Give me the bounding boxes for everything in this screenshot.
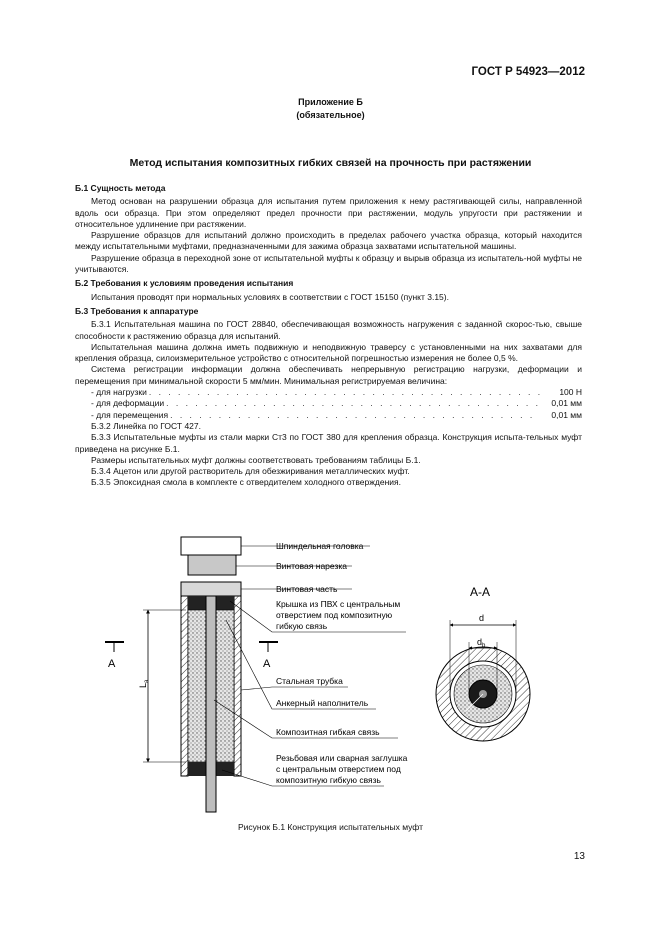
paragraph: Испытательная машина должна иметь подвижную и неподвижную траверсу с установленными на них захватами для крепления образца, силоизмерительное устройство с относительной погрешностью измерения не более 0,5 %.	[75, 341, 582, 364]
paragraph: Разрушение образцов для испытаний должно происходить в пределах рабочего участка образца, который находится между испытательными муфтами, предназначенными для зажима образца захватами испытательной машины.	[75, 230, 582, 252]
cut-label-right: А	[263, 658, 271, 670]
label-pvc-cap-1: Крышка из ПВХ с центральным	[276, 599, 401, 609]
composite-tie-rod	[206, 596, 216, 812]
paragraph: Б.3.1 Испытательная машина по ГОСТ 28840, обеспечивающая возможность нагружения с заданной скорос-тью, свыше способности к растяжению образца для испытаний.	[75, 319, 582, 341]
paragraph: Система регистрации информации должна обеспечивать непрерывную регистрацию нагрузки, деформации и перемещения при минимальной скорости 5 мм/мин. Минимальная регистрируемая величина:	[75, 364, 582, 386]
paragraph: Б.3.2 Линейка по ГОСТ 427.	[91, 420, 201, 431]
appendix-title: Приложение Б	[298, 97, 363, 107]
paragraph: Разрушение образца в переходной зоне от испытательной муфты к образцу и вырыв образца из испытатель-ной муфты не учитываются.	[75, 252, 582, 275]
label-screw-part: Винтовая часть	[276, 584, 338, 594]
dim-db-label: $d_b$	[477, 637, 486, 649]
section-b1-heading: Б.1 Сущность метода	[75, 183, 166, 193]
paragraph: Метод основан на разрушении образца для испытания путем приложения к нему растягивающей силы, направленной вдоль оси образца. При этом определяют предел прочности при растяжении, модуль упругости при растяжении и относительное удлинение при растяжении.	[75, 196, 582, 229]
dim-d-label: d	[479, 613, 485, 623]
steel-tube-wall-right	[234, 596, 241, 776]
standard-number: ГОСТ Р 54923—2012	[471, 66, 585, 78]
list-item: - для деформации . . . 0,01 мм	[75, 398, 582, 409]
paragraph: Б.3.3 Испытательные муфты из стали марки Ст3 по ГОСТ 380 для крепления образца. Конструкция испыта-тельных муфт приведена на рисунке Б.1.	[75, 432, 582, 454]
dimension-la-label: $L_a$	[138, 679, 150, 688]
screw-thread	[188, 555, 236, 575]
paragraph: Б.3.4 Ацетон или другой растворитель для обезжиривания металлических муфт.	[91, 466, 410, 477]
label-anchor-filler: Анкерный наполнитель	[276, 698, 369, 708]
page-number: 13	[573, 851, 585, 862]
appendix-status: (обязательное)	[296, 110, 365, 120]
label-steel-tube: Стальная трубка	[276, 676, 343, 686]
paragraph: Испытания проводят при нормальных условиях в соответствии с ГОСТ 15150 (пункт 3.15).	[91, 291, 449, 302]
label-plug-3: композитную гибкую связь	[276, 775, 381, 785]
label-pvc-cap-2: отверстием под композитную	[276, 610, 393, 620]
section-b2-heading: Б.2 Требования к условиям проведения испытания	[75, 278, 294, 289]
body-text	[75, 180, 582, 489]
label-pvc-cap-3: гибкую связь	[276, 621, 328, 631]
list-item: - для перемещения . . . 0,01 мм	[75, 410, 582, 421]
leader-lines	[214, 546, 406, 786]
section-aa-label: А-А	[470, 585, 491, 599]
paragraph: Б.3.5 Эпоксидная смола в комплекте с отвердителем холодного отверждения.	[91, 477, 401, 488]
label-plug-2: с центральным отверстием под	[276, 764, 401, 774]
section-b3-heading: Б.3 Требования к аппаратуре	[75, 305, 199, 316]
paragraph: Размеры испытательных муфт должны соответствовать требованиям таблицы Б.1.	[91, 454, 421, 465]
label-screw-thread: Винтовая нарезка	[276, 561, 347, 571]
cut-label-left: А	[108, 658, 116, 670]
label-composite-tie: Композитная гибкая связь	[276, 727, 380, 737]
steel-tube-wall-left	[181, 596, 188, 776]
document-title: Метод испытания композитных гибких связей на прочность при растяжении	[129, 157, 532, 169]
label-spindle-head: Шпиндельная головка	[276, 541, 364, 551]
figure-caption: Рисунок Б.1 Конструкция испытательных муфт	[237, 822, 424, 832]
label-plug-1: Резьбовая или сварная заглушка	[276, 753, 408, 763]
spindle-head	[181, 537, 241, 555]
screw-part	[181, 582, 241, 596]
list-item: - для нагрузки . . . 100 Н	[75, 387, 582, 398]
figure-test-coupling	[0, 530, 661, 820]
